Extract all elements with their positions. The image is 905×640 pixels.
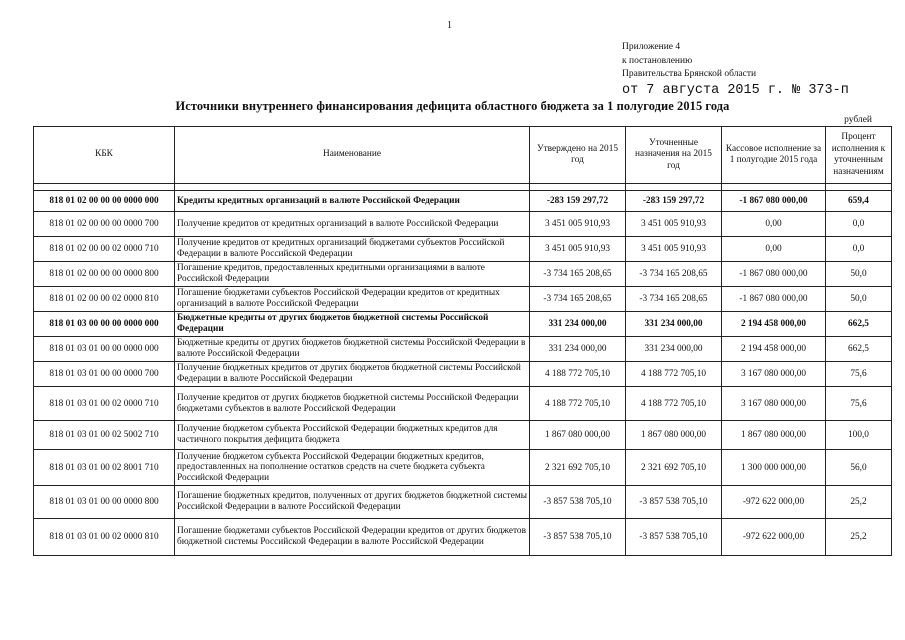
cell-percent: 50,0 [826,262,892,287]
cell-revised: 331 234 000,00 [626,337,722,362]
cell-approved: -3 857 538 705,10 [530,486,626,519]
appendix-line-2: к постановлению [622,55,693,66]
cell-revised: -283 159 297,72 [626,191,722,212]
cell-revised: 3 451 005 910,93 [626,237,722,262]
cell-name: Получение кредитов от кредитных организаций бюджетами субъектов Российской Федерации в валюте Российской Федерации [175,237,530,262]
col-header-approved: Утверждено на 2015 год [530,127,626,184]
table-body [34,191,892,556]
cell-kbk: 818 01 03 01 00 00 0000 000 [34,337,175,362]
cell-kbk: 818 01 02 00 00 02 0000 710 [34,237,175,262]
cell-cash: -972 622 000,00 [722,519,826,556]
cell-percent: 75,6 [826,387,892,421]
cell-percent: 0,0 [826,237,892,262]
cell-percent: 659,4 [826,191,892,212]
document-title: Источники внутреннего финансирования дефицита областного бюджета за 1 полугодие 2015 года [175,99,730,113]
cell-percent: 662,5 [826,312,892,337]
cell-cash: -972 622 000,00 [722,486,826,519]
cell-kbk: 818 01 03 01 00 02 5002 710 [34,421,175,450]
cell-percent: 662,5 [826,337,892,362]
cell-kbk: 818 01 03 01 00 00 0000 800 [34,486,175,519]
table-row [34,287,892,312]
cell-approved: 2 321 692 705,10 [530,450,626,486]
unit-label: рублей [844,115,872,125]
cell-approved: 4 188 772 705,10 [530,387,626,421]
cell-name: Получение бюджетом субъекта Российской Федерации бюджетных кредитов, предоставленных на пополнение остатков средств на счете бюджета субъекта Российской Федерации [175,450,530,486]
page-number: 1 [447,20,452,31]
cell-approved: 4 188 772 705,10 [530,362,626,387]
table-row [34,191,892,212]
cell-name: Кредиты кредитных организаций в валюте Российской Федерации [175,191,530,212]
financing-table [33,126,892,556]
cell-cash: 2 194 458 000,00 [722,312,826,337]
header-gap-row [34,184,892,191]
cell-approved: -3 857 538 705,10 [530,519,626,556]
cell-kbk: 818 01 02 00 00 02 0000 810 [34,287,175,312]
cell-revised: 4 188 772 705,10 [626,362,722,387]
cell-kbk: 818 01 03 01 00 02 0000 810 [34,519,175,556]
cell-cash: -1 867 080 000,00 [722,191,826,212]
cell-revised: -3 734 165 208,65 [626,262,722,287]
cell-name: Погашение кредитов, предоставленных кредитными организациями в валюте Российской Федерации [175,262,530,287]
cell-cash: 3 167 080 000,00 [722,387,826,421]
cell-revised: 2 321 692 705,10 [626,450,722,486]
cell-cash: 1 867 080 000,00 [722,421,826,450]
cell-percent: 100,0 [826,421,892,450]
cell-approved: 3 451 005 910,93 [530,212,626,237]
cell-kbk: 818 01 02 00 00 00 0000 800 [34,262,175,287]
appendix-line-4: от 7 августа 2015 г. № 373-п [622,82,849,98]
cell-kbk: 818 01 03 01 00 02 0000 710 [34,387,175,421]
cell-cash: 1 300 000 000,00 [722,450,826,486]
cell-percent: 75,6 [826,362,892,387]
col-header-cash: Кассовое исполнение за 1 полугодие 2015 года [722,127,826,184]
col-header-kbk: КБК [34,127,175,184]
cell-percent: 25,2 [826,519,892,556]
cell-cash: 3 167 080 000,00 [722,362,826,387]
cell-revised: -3 857 538 705,10 [626,519,722,556]
table-row [34,237,892,262]
cell-approved: 331 234 000,00 [530,337,626,362]
cell-name: Получение бюджетных кредитов от других бюджетов бюджетной системы Российской Федерации в валюте Российской Федерации [175,362,530,387]
table-row [34,421,892,450]
cell-kbk: 818 01 03 00 00 00 0000 000 [34,312,175,337]
cell-revised: 331 234 000,00 [626,312,722,337]
cell-cash: 0,00 [722,237,826,262]
cell-kbk: 818 01 03 01 00 00 0000 700 [34,362,175,387]
cell-cash: -1 867 080 000,00 [722,262,826,287]
cell-revised: -3 734 165 208,65 [626,287,722,312]
cell-revised: -3 857 538 705,10 [626,486,722,519]
cell-cash: -1 867 080 000,00 [722,287,826,312]
cell-approved: -3 734 165 208,65 [530,262,626,287]
cell-name: Бюджетные кредиты от других бюджетов бюджетной системы Российской Федерации в валюте Российской Федерации [175,337,530,362]
table-row [34,486,892,519]
cell-revised: 1 867 080 000,00 [626,421,722,450]
table-row [34,312,892,337]
table-row [34,337,892,362]
table-row [34,450,892,486]
table-row [34,387,892,421]
col-header-percent: Процент исполнения к уточненным назначениям [826,127,892,184]
cell-cash: 2 194 458 000,00 [722,337,826,362]
appendix-line-1: Приложение 4 [622,42,681,52]
cell-percent: 56,0 [826,450,892,486]
cell-kbk: 818 01 02 00 00 00 0000 700 [34,212,175,237]
col-header-name: Наименование [175,127,530,184]
cell-name: Получение бюджетом субъекта Российской Федерации бюджетных кредитов для частичного покрытия дефицита бюджета [175,421,530,450]
col-header-revised: Уточненные назначения на 2015 год [626,127,722,184]
cell-name: Погашение бюджетами субъектов Российской Федерации кредитов от кредитных организаций в валюте Российской Федерации [175,287,530,312]
cell-cash: 0,00 [722,212,826,237]
cell-name: Погашение бюджетами субъектов Российской Федерации кредитов от других бюджетов бюджетной системы Российской Федерации в валюте Российской Федерации [175,519,530,556]
cell-name: Получение кредитов от кредитных организаций в валюте Российской Федерации [175,212,530,237]
cell-revised: 3 451 005 910,93 [626,212,722,237]
table-row [34,362,892,387]
cell-kbk: 818 01 02 00 00 00 0000 000 [34,191,175,212]
cell-name: Бюджетные кредиты от других бюджетов бюджетной системы Российской Федерации [175,312,530,337]
cell-approved: 3 451 005 910,93 [530,237,626,262]
cell-approved: -3 734 165 208,65 [530,287,626,312]
cell-approved: 1 867 080 000,00 [530,421,626,450]
appendix-block [622,41,849,99]
cell-approved: 331 234 000,00 [530,312,626,337]
cell-approved: -283 159 297,72 [530,191,626,212]
cell-kbk: 818 01 03 01 00 02 8001 710 [34,450,175,486]
cell-percent: 50,0 [826,287,892,312]
table-row [34,212,892,237]
cell-percent: 0,0 [826,212,892,237]
cell-percent: 25,2 [826,486,892,519]
cell-name: Получение кредитов от других бюджетов бюджетной системы Российской Федерации бюджетами субъектов в валюте Российской Федерации [175,387,530,421]
cell-name: Погашение бюджетных кредитов, полученных от других бюджетов бюджетной системы Российской Федерации в валюте Российской Федерации [175,486,530,519]
cell-revised: 4 188 772 705,10 [626,387,722,421]
appendix-line-3: Правительства Брянской области [622,69,757,79]
table-row [34,519,892,556]
table-row [34,262,892,287]
